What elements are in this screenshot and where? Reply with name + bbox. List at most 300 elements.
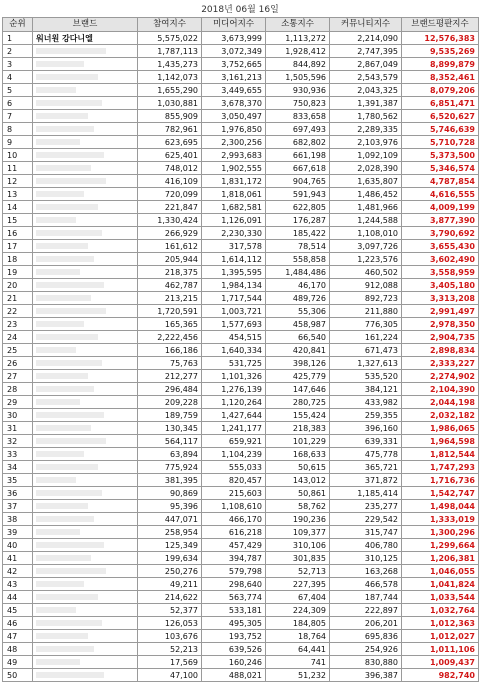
rank-cell: 18 bbox=[3, 253, 33, 266]
reputation-cell: 5,710,728 bbox=[402, 136, 479, 149]
rank-cell: 39 bbox=[3, 526, 33, 539]
rank-cell: 41 bbox=[3, 552, 33, 565]
community-cell: 2,028,390 bbox=[330, 162, 402, 175]
community-cell: 2,103,976 bbox=[330, 136, 402, 149]
reputation-cell: 3,558,959 bbox=[402, 266, 479, 279]
communication-cell: 667,618 bbox=[266, 162, 330, 175]
communication-cell: 155,424 bbox=[266, 409, 330, 422]
brand-cell bbox=[33, 292, 138, 305]
table-row bbox=[3, 253, 479, 266]
table-row bbox=[3, 175, 479, 188]
table-row bbox=[3, 461, 479, 474]
redacted-brand-mask bbox=[36, 282, 104, 288]
table-row bbox=[3, 318, 479, 331]
reputation-cell: 8,352,461 bbox=[402, 71, 479, 84]
redacted-brand-mask bbox=[36, 464, 98, 470]
rank-cell: 23 bbox=[3, 318, 33, 331]
table-row bbox=[3, 110, 479, 123]
table-row bbox=[3, 84, 479, 97]
reputation-cell: 1,033,544 bbox=[402, 591, 479, 604]
brand-cell bbox=[33, 656, 138, 669]
rank-cell: 8 bbox=[3, 123, 33, 136]
communication-cell: 622,805 bbox=[266, 201, 330, 214]
community-cell: 406,780 bbox=[330, 539, 402, 552]
community-cell: 433,982 bbox=[330, 396, 402, 409]
communication-cell: 50,615 bbox=[266, 461, 330, 474]
brand-cell bbox=[33, 448, 138, 461]
communication-cell: 64,441 bbox=[266, 643, 330, 656]
participation-cell: 782,961 bbox=[138, 123, 202, 136]
redacted-brand-mask bbox=[36, 243, 88, 249]
rank-cell: 36 bbox=[3, 487, 33, 500]
media-cell: 1,427,644 bbox=[202, 409, 266, 422]
table-row bbox=[3, 630, 479, 643]
participation-cell: 125,349 bbox=[138, 539, 202, 552]
redacted-brand-mask bbox=[36, 61, 84, 67]
media-cell: 1,831,172 bbox=[202, 175, 266, 188]
redacted-brand-mask bbox=[36, 334, 98, 340]
rank-cell: 44 bbox=[3, 591, 33, 604]
community-cell: 3,097,726 bbox=[330, 240, 402, 253]
redacted-brand-mask bbox=[36, 360, 102, 366]
community-cell: 235,277 bbox=[330, 500, 402, 513]
community-cell: 396,160 bbox=[330, 422, 402, 435]
table-row bbox=[3, 201, 479, 214]
redacted-brand-mask bbox=[36, 438, 106, 444]
redacted-brand-mask bbox=[36, 269, 80, 275]
redacted-brand-mask bbox=[36, 633, 88, 639]
reputation-cell: 3,313,208 bbox=[402, 292, 479, 305]
redacted-brand-mask bbox=[36, 594, 98, 600]
community-cell: 163,268 bbox=[330, 565, 402, 578]
table-header-row bbox=[3, 18, 479, 32]
brand-cell bbox=[33, 643, 138, 656]
table-row bbox=[3, 32, 479, 45]
reputation-cell: 4,616,555 bbox=[402, 188, 479, 201]
media-cell: 298,640 bbox=[202, 578, 266, 591]
rank-cell: 14 bbox=[3, 201, 33, 214]
column-header-reputation: 브랜드평판지수 bbox=[402, 18, 479, 32]
participation-cell: 775,924 bbox=[138, 461, 202, 474]
media-cell: 1,101,326 bbox=[202, 370, 266, 383]
media-cell: 531,725 bbox=[202, 357, 266, 370]
media-cell: 659,921 bbox=[202, 435, 266, 448]
reputation-cell: 3,405,180 bbox=[402, 279, 479, 292]
reputation-cell: 1,012,027 bbox=[402, 630, 479, 643]
brand-cell bbox=[33, 617, 138, 630]
media-cell: 2,993,683 bbox=[202, 149, 266, 162]
communication-cell: 1,928,412 bbox=[266, 45, 330, 58]
table-row bbox=[3, 58, 479, 71]
communication-cell: 51,232 bbox=[266, 669, 330, 682]
rank-cell: 43 bbox=[3, 578, 33, 591]
brand-cell bbox=[33, 227, 138, 240]
reputation-cell: 2,991,497 bbox=[402, 305, 479, 318]
community-cell: 2,867,049 bbox=[330, 58, 402, 71]
rank-cell: 1 bbox=[3, 32, 33, 45]
community-cell: 1,185,414 bbox=[330, 487, 402, 500]
rank-cell: 22 bbox=[3, 305, 33, 318]
reputation-cell: 1,011,106 bbox=[402, 643, 479, 656]
brand-cell bbox=[33, 136, 138, 149]
column-header-rank: 순위 bbox=[3, 18, 33, 32]
community-cell: 695,836 bbox=[330, 630, 402, 643]
brand-cell bbox=[33, 266, 138, 279]
column-header-community: 커뮤니티지수 bbox=[330, 18, 402, 32]
media-cell: 394,787 bbox=[202, 552, 266, 565]
reputation-cell: 1,498,044 bbox=[402, 500, 479, 513]
communication-cell: 224,309 bbox=[266, 604, 330, 617]
rank-cell: 16 bbox=[3, 227, 33, 240]
media-cell: 3,449,655 bbox=[202, 84, 266, 97]
community-cell: 1,780,562 bbox=[330, 110, 402, 123]
redacted-brand-mask bbox=[36, 425, 91, 431]
redacted-brand-mask bbox=[36, 256, 94, 262]
brand-cell bbox=[33, 123, 138, 136]
participation-cell: 1,142,073 bbox=[138, 71, 202, 84]
reputation-cell: 2,032,182 bbox=[402, 409, 479, 422]
redacted-brand-mask bbox=[36, 581, 84, 587]
reputation-cell: 2,104,390 bbox=[402, 383, 479, 396]
reputation-cell: 2,904,735 bbox=[402, 331, 479, 344]
reputation-cell: 4,009,199 bbox=[402, 201, 479, 214]
brand-cell bbox=[33, 591, 138, 604]
communication-cell: 489,726 bbox=[266, 292, 330, 305]
participation-cell: 1,720,591 bbox=[138, 305, 202, 318]
rank-cell: 33 bbox=[3, 448, 33, 461]
brand-cell bbox=[33, 604, 138, 617]
community-cell: 671,473 bbox=[330, 344, 402, 357]
brand-cell bbox=[33, 539, 138, 552]
redacted-brand-mask bbox=[36, 126, 94, 132]
community-cell: 161,224 bbox=[330, 331, 402, 344]
table-row bbox=[3, 305, 479, 318]
rank-cell: 10 bbox=[3, 149, 33, 162]
redacted-brand-mask bbox=[36, 308, 106, 314]
participation-cell: 1,787,113 bbox=[138, 45, 202, 58]
redacted-brand-mask bbox=[36, 568, 106, 574]
media-cell: 2,300,256 bbox=[202, 136, 266, 149]
column-header-media: 미디어지수 bbox=[202, 18, 266, 32]
communication-cell: 168,633 bbox=[266, 448, 330, 461]
brand-ranking-table bbox=[2, 17, 479, 682]
reputation-cell: 2,044,198 bbox=[402, 396, 479, 409]
reputation-cell: 982,740 bbox=[402, 669, 479, 682]
table-row bbox=[3, 370, 479, 383]
communication-cell: 176,287 bbox=[266, 214, 330, 227]
brand-cell bbox=[33, 396, 138, 409]
reputation-cell: 5,346,574 bbox=[402, 162, 479, 175]
table-row bbox=[3, 513, 479, 526]
rank-cell: 11 bbox=[3, 162, 33, 175]
brand-cell bbox=[33, 45, 138, 58]
table-row bbox=[3, 422, 479, 435]
reputation-cell: 2,898,834 bbox=[402, 344, 479, 357]
community-cell: 1,092,109 bbox=[330, 149, 402, 162]
redacted-brand-mask bbox=[36, 100, 102, 106]
participation-cell: 266,929 bbox=[138, 227, 202, 240]
table-row bbox=[3, 500, 479, 513]
rank-cell: 28 bbox=[3, 383, 33, 396]
table-row bbox=[3, 552, 479, 565]
communication-cell: 558,858 bbox=[266, 253, 330, 266]
table-row bbox=[3, 565, 479, 578]
brand-cell bbox=[33, 240, 138, 253]
media-cell: 1,126,091 bbox=[202, 214, 266, 227]
table-row bbox=[3, 409, 479, 422]
participation-cell: 166,186 bbox=[138, 344, 202, 357]
participation-cell: 564,117 bbox=[138, 435, 202, 448]
community-cell: 396,387 bbox=[330, 669, 402, 682]
participation-cell: 218,375 bbox=[138, 266, 202, 279]
reputation-cell: 1,012,363 bbox=[402, 617, 479, 630]
reputation-cell: 1,812,544 bbox=[402, 448, 479, 461]
participation-cell: 1,330,424 bbox=[138, 214, 202, 227]
communication-cell: 750,823 bbox=[266, 97, 330, 110]
reputation-cell: 4,787,854 bbox=[402, 175, 479, 188]
table-row bbox=[3, 448, 479, 461]
media-cell: 215,603 bbox=[202, 487, 266, 500]
community-cell: 776,305 bbox=[330, 318, 402, 331]
reputation-cell: 1,299,664 bbox=[402, 539, 479, 552]
media-cell: 616,218 bbox=[202, 526, 266, 539]
redacted-brand-mask bbox=[36, 139, 80, 145]
reputation-cell: 1,986,065 bbox=[402, 422, 479, 435]
communication-cell: 55,306 bbox=[266, 305, 330, 318]
participation-cell: 90,869 bbox=[138, 487, 202, 500]
communication-cell: 52,713 bbox=[266, 565, 330, 578]
redacted-brand-mask bbox=[36, 191, 84, 197]
rank-cell: 27 bbox=[3, 370, 33, 383]
communication-cell: 301,835 bbox=[266, 552, 330, 565]
participation-cell: 2,222,456 bbox=[138, 331, 202, 344]
rank-cell: 9 bbox=[3, 136, 33, 149]
media-cell: 3,678,370 bbox=[202, 97, 266, 110]
table-row bbox=[3, 526, 479, 539]
media-cell: 563,774 bbox=[202, 591, 266, 604]
redacted-brand-mask bbox=[36, 490, 102, 496]
brand-cell bbox=[33, 513, 138, 526]
participation-cell: 130,345 bbox=[138, 422, 202, 435]
community-cell: 892,723 bbox=[330, 292, 402, 305]
media-cell: 317,578 bbox=[202, 240, 266, 253]
table-row bbox=[3, 669, 479, 682]
rank-cell: 48 bbox=[3, 643, 33, 656]
reputation-cell: 1,716,736 bbox=[402, 474, 479, 487]
reputation-cell: 1,041,824 bbox=[402, 578, 479, 591]
communication-cell: 420,841 bbox=[266, 344, 330, 357]
table-row bbox=[3, 331, 479, 344]
community-cell: 475,778 bbox=[330, 448, 402, 461]
community-cell: 1,108,010 bbox=[330, 227, 402, 240]
communication-cell: 66,540 bbox=[266, 331, 330, 344]
table-row bbox=[3, 214, 479, 227]
brand-cell bbox=[33, 58, 138, 71]
brand-cell bbox=[33, 84, 138, 97]
communication-cell: 398,126 bbox=[266, 357, 330, 370]
participation-cell: 165,365 bbox=[138, 318, 202, 331]
participation-cell: 95,396 bbox=[138, 500, 202, 513]
reputation-cell: 1,300,296 bbox=[402, 526, 479, 539]
participation-cell: 221,847 bbox=[138, 201, 202, 214]
communication-cell: 147,646 bbox=[266, 383, 330, 396]
communication-cell: 184,805 bbox=[266, 617, 330, 630]
media-cell: 3,072,349 bbox=[202, 45, 266, 58]
communication-cell: 50,861 bbox=[266, 487, 330, 500]
redacted-brand-mask bbox=[36, 399, 80, 405]
participation-cell: 1,030,881 bbox=[138, 97, 202, 110]
reputation-cell: 2,978,350 bbox=[402, 318, 479, 331]
reputation-cell: 1,964,598 bbox=[402, 435, 479, 448]
participation-cell: 1,435,273 bbox=[138, 58, 202, 71]
media-cell: 2,230,330 bbox=[202, 227, 266, 240]
community-cell: 222,897 bbox=[330, 604, 402, 617]
rank-cell: 15 bbox=[3, 214, 33, 227]
rank-cell: 35 bbox=[3, 474, 33, 487]
media-cell: 3,752,665 bbox=[202, 58, 266, 71]
rank-cell: 49 bbox=[3, 656, 33, 669]
media-cell: 457,429 bbox=[202, 539, 266, 552]
media-cell: 3,161,213 bbox=[202, 71, 266, 84]
participation-cell: 625,401 bbox=[138, 149, 202, 162]
redacted-brand-mask bbox=[36, 295, 91, 301]
communication-cell: 218,383 bbox=[266, 422, 330, 435]
rank-cell: 40 bbox=[3, 539, 33, 552]
table-row bbox=[3, 591, 479, 604]
redacted-brand-mask bbox=[36, 321, 84, 327]
rank-cell: 37 bbox=[3, 500, 33, 513]
redacted-brand-mask bbox=[36, 48, 106, 54]
brand-cell bbox=[33, 669, 138, 682]
table-row bbox=[3, 123, 479, 136]
redacted-brand-mask bbox=[36, 516, 94, 522]
reputation-cell: 3,602,490 bbox=[402, 253, 479, 266]
redacted-brand-mask bbox=[36, 529, 80, 535]
reputation-cell: 6,520,627 bbox=[402, 110, 479, 123]
table-row bbox=[3, 266, 479, 279]
communication-cell: 185,422 bbox=[266, 227, 330, 240]
table-row bbox=[3, 578, 479, 591]
rank-cell: 13 bbox=[3, 188, 33, 201]
table-row bbox=[3, 396, 479, 409]
participation-cell: 720,099 bbox=[138, 188, 202, 201]
community-cell: 1,481,966 bbox=[330, 201, 402, 214]
communication-cell: 591,943 bbox=[266, 188, 330, 201]
participation-cell: 214,622 bbox=[138, 591, 202, 604]
rank-cell: 21 bbox=[3, 292, 33, 305]
table-row bbox=[3, 435, 479, 448]
rank-cell: 47 bbox=[3, 630, 33, 643]
community-cell: 254,926 bbox=[330, 643, 402, 656]
rank-cell: 34 bbox=[3, 461, 33, 474]
communication-cell: 682,802 bbox=[266, 136, 330, 149]
redacted-brand-mask bbox=[36, 230, 102, 236]
table-row bbox=[3, 149, 479, 162]
community-cell: 1,223,576 bbox=[330, 253, 402, 266]
brand-cell bbox=[33, 526, 138, 539]
media-cell: 1,276,139 bbox=[202, 383, 266, 396]
community-cell: 259,355 bbox=[330, 409, 402, 422]
brand-cell bbox=[33, 500, 138, 513]
brand-cell bbox=[33, 175, 138, 188]
media-cell: 1,104,239 bbox=[202, 448, 266, 461]
table-row bbox=[3, 617, 479, 630]
media-cell: 1,682,581 bbox=[202, 201, 266, 214]
column-header-participation: 참여지수 bbox=[138, 18, 202, 32]
brand-cell bbox=[33, 552, 138, 565]
participation-cell: 103,676 bbox=[138, 630, 202, 643]
redacted-brand-mask bbox=[36, 178, 106, 184]
communication-cell: 425,779 bbox=[266, 370, 330, 383]
media-cell: 3,673,999 bbox=[202, 32, 266, 45]
rank-cell: 4 bbox=[3, 71, 33, 84]
rank-cell: 20 bbox=[3, 279, 33, 292]
participation-cell: 5,575,022 bbox=[138, 32, 202, 45]
communication-cell: 78,514 bbox=[266, 240, 330, 253]
community-cell: 365,721 bbox=[330, 461, 402, 474]
brand-cell bbox=[33, 305, 138, 318]
reputation-cell: 1,747,293 bbox=[402, 461, 479, 474]
media-cell: 495,305 bbox=[202, 617, 266, 630]
rank-cell: 7 bbox=[3, 110, 33, 123]
media-cell: 488,021 bbox=[202, 669, 266, 682]
brand-cell bbox=[33, 578, 138, 591]
communication-cell: 904,765 bbox=[266, 175, 330, 188]
rank-cell: 19 bbox=[3, 266, 33, 279]
rank-cell: 30 bbox=[3, 409, 33, 422]
participation-cell: 52,213 bbox=[138, 643, 202, 656]
brand-cell bbox=[33, 214, 138, 227]
community-cell: 1,635,807 bbox=[330, 175, 402, 188]
media-cell: 1,003,721 bbox=[202, 305, 266, 318]
communication-cell: 741 bbox=[266, 656, 330, 669]
media-cell: 1,902,555 bbox=[202, 162, 266, 175]
media-cell: 1,818,061 bbox=[202, 188, 266, 201]
rank-cell: 5 bbox=[3, 84, 33, 97]
reputation-cell: 2,333,227 bbox=[402, 357, 479, 370]
participation-cell: 209,228 bbox=[138, 396, 202, 409]
redacted-brand-mask bbox=[36, 74, 98, 80]
redacted-brand-mask bbox=[36, 620, 102, 626]
brand-cell bbox=[33, 201, 138, 214]
table-row bbox=[3, 97, 479, 110]
redacted-brand-mask bbox=[36, 87, 76, 93]
brand-cell bbox=[33, 565, 138, 578]
redacted-brand-mask bbox=[36, 607, 76, 613]
communication-cell: 58,762 bbox=[266, 500, 330, 513]
redacted-brand-mask bbox=[36, 152, 104, 158]
table-row bbox=[3, 474, 479, 487]
participation-cell: 462,787 bbox=[138, 279, 202, 292]
table-row bbox=[3, 344, 479, 357]
rank-cell: 31 bbox=[3, 422, 33, 435]
rank-cell: 38 bbox=[3, 513, 33, 526]
community-cell: 371,872 bbox=[330, 474, 402, 487]
brand-cell bbox=[33, 344, 138, 357]
rank-cell: 42 bbox=[3, 565, 33, 578]
communication-cell: 227,395 bbox=[266, 578, 330, 591]
media-cell: 1,717,544 bbox=[202, 292, 266, 305]
communication-cell: 46,170 bbox=[266, 279, 330, 292]
participation-cell: 63,894 bbox=[138, 448, 202, 461]
communication-cell: 18,764 bbox=[266, 630, 330, 643]
communication-cell: 1,484,486 bbox=[266, 266, 330, 279]
table-row bbox=[3, 240, 479, 253]
media-cell: 1,614,112 bbox=[202, 253, 266, 266]
participation-cell: 250,276 bbox=[138, 565, 202, 578]
table-row bbox=[3, 71, 479, 84]
redacted-brand-mask bbox=[36, 477, 76, 483]
